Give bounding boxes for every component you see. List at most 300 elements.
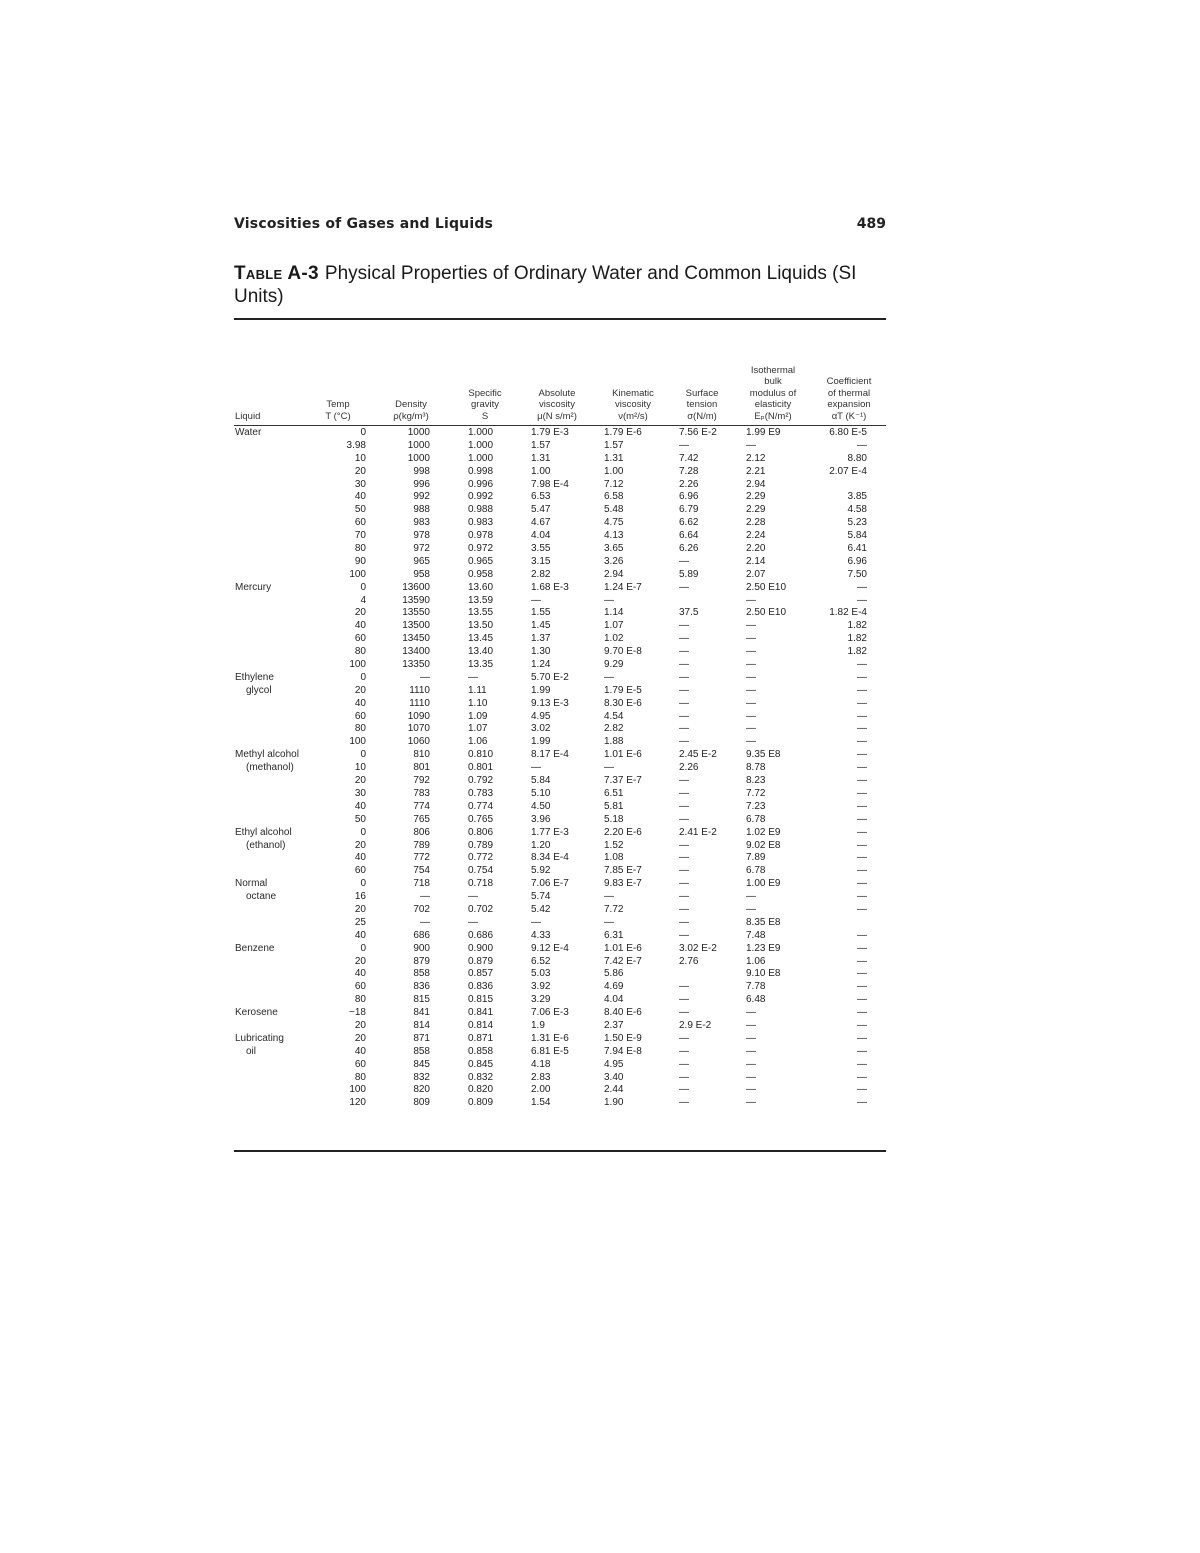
- absolute-viscosity-cell: 5.03: [531, 968, 551, 980]
- kinematic-viscosity-cell: 4.95: [604, 1058, 624, 1070]
- table-row: [234, 711, 886, 724]
- table-row: [234, 530, 886, 543]
- absolute-viscosity-cell: 1.99: [531, 736, 551, 748]
- bulk-modulus-cell: —: [746, 723, 756, 735]
- temp-cell: 60: [354, 981, 366, 993]
- page-header: [234, 216, 886, 238]
- header-line: Eₚ(N/m²): [754, 410, 792, 422]
- thermal-expansion-cell: —: [857, 891, 867, 903]
- surface-tension-cell: —: [679, 1097, 689, 1109]
- surface-tension-cell: 7.42: [679, 452, 699, 464]
- surface-tension-cell: —: [679, 929, 689, 941]
- density-cell: 702: [413, 903, 430, 915]
- density-cell: 783: [413, 787, 430, 799]
- absolute-viscosity-cell: 6.52: [531, 955, 551, 967]
- specific-gravity-cell: 0.845: [468, 1058, 494, 1070]
- liquid-cell: octane: [246, 891, 277, 903]
- specific-gravity-cell: 0.996: [468, 478, 494, 490]
- header-line: αT (K⁻¹): [831, 410, 867, 422]
- header-line: ρ(kg/m³): [393, 410, 429, 422]
- bulk-modulus-cell: 7.89: [746, 852, 766, 864]
- specific-gravity-cell: 1.11: [468, 684, 487, 696]
- bulk-modulus-cell: 2.07: [746, 568, 766, 580]
- bulk-modulus-cell: —: [746, 903, 756, 915]
- absolute-viscosity-cell: 4.95: [531, 710, 551, 722]
- table-row: [234, 440, 886, 453]
- surface-tension-cell: —: [679, 684, 689, 696]
- absolute-viscosity-cell: 3.15: [531, 555, 551, 567]
- absolute-viscosity-cell: 7.06 E-7: [531, 878, 569, 890]
- running-head: Viscosities of Gases and Liquids: [234, 216, 494, 232]
- header-line: T (°C): [325, 410, 351, 422]
- kinematic-viscosity-cell: 1.88: [604, 736, 624, 748]
- surface-tension-cell: 7.28: [679, 465, 699, 477]
- surface-tension-cell: 2.26: [679, 478, 699, 490]
- table-top-rule: [234, 318, 886, 320]
- kinematic-viscosity-cell: 7.12: [604, 478, 624, 490]
- temp-cell: 80: [354, 543, 366, 555]
- header-density: [376, 330, 446, 422]
- absolute-viscosity-cell: 9.13 E-3: [531, 697, 569, 709]
- thermal-expansion-cell: —: [857, 439, 867, 451]
- table-row: [234, 685, 886, 698]
- absolute-viscosity-cell: 1.20: [531, 839, 551, 851]
- surface-tension-cell: —: [679, 813, 689, 825]
- surface-tension-cell: 2.76: [679, 955, 699, 967]
- temp-cell: 20: [354, 607, 366, 619]
- bulk-modulus-cell: 2.50 E10: [746, 581, 787, 593]
- surface-tension-cell: 6.62: [679, 517, 699, 529]
- density-cell: 765: [413, 813, 430, 825]
- absolute-viscosity-cell: 1.54: [531, 1097, 551, 1109]
- thermal-expansion-cell: —: [857, 581, 867, 593]
- table-row: [234, 504, 886, 517]
- density-cell: 718: [413, 878, 430, 890]
- header-line: tension: [686, 399, 718, 410]
- kinematic-viscosity-cell: 3.40: [604, 1071, 624, 1083]
- bulk-modulus-cell: —: [746, 736, 756, 748]
- kinematic-viscosity-cell: 1.79 E-6: [604, 427, 642, 438]
- kinematic-viscosity-cell: 1.08: [604, 852, 624, 864]
- bulk-modulus-cell: 2.14: [746, 555, 766, 567]
- table-row: [234, 956, 886, 969]
- table-row: [234, 827, 886, 840]
- table-row: [234, 1097, 886, 1110]
- absolute-viscosity-cell: 7.98 E-4: [531, 478, 569, 490]
- absolute-viscosity-cell: 1.24: [531, 659, 551, 671]
- header-line: elasticity: [754, 399, 792, 410]
- bulk-modulus-cell: 7.72: [746, 787, 766, 799]
- density-cell: 858: [413, 1045, 430, 1057]
- table-row: [234, 891, 886, 904]
- density-cell: 972: [413, 543, 430, 555]
- specific-gravity-cell: 0.857: [468, 968, 494, 980]
- temp-cell: 60: [354, 633, 366, 645]
- surface-tension-cell: 7.56 E-2: [679, 427, 717, 438]
- header-kinematic-viscosity: [596, 330, 670, 422]
- temp-cell: 60: [354, 1058, 366, 1070]
- surface-tension-cell: 3.02 E-2: [679, 942, 717, 954]
- table-row: [234, 1007, 886, 1020]
- specific-gravity-cell: 1.06: [468, 736, 488, 748]
- density-cell: 754: [413, 865, 430, 877]
- temp-cell: 40: [354, 800, 366, 812]
- thermal-expansion-cell: —: [857, 903, 867, 915]
- bulk-modulus-cell: 1.23 E9: [746, 942, 781, 954]
- bulk-modulus-cell: —: [746, 1007, 756, 1019]
- surface-tension-cell: —: [679, 878, 689, 890]
- kinematic-viscosity-cell: 2.44: [604, 1084, 624, 1096]
- density-cell: 13450: [402, 633, 430, 645]
- density-cell: 996: [413, 478, 430, 490]
- specific-gravity-cell: —: [468, 891, 478, 903]
- temp-cell: 90: [354, 555, 366, 567]
- bulk-modulus-cell: —: [746, 646, 756, 658]
- thermal-expansion-cell: —: [857, 1045, 867, 1057]
- density-cell: 988: [413, 504, 430, 516]
- table-row: [234, 453, 886, 466]
- bulk-modulus-cell: 2.29: [746, 504, 766, 516]
- table-title: Physical Properties of Ordinary Water and Common Liquids (SI Units): [234, 263, 857, 307]
- thermal-expansion-cell: 8.80: [847, 452, 867, 464]
- temp-cell: −18: [349, 1007, 366, 1019]
- kinematic-viscosity-cell: 5.18: [604, 813, 624, 825]
- thermal-expansion-cell: 6.41: [847, 543, 867, 555]
- surface-tension-cell: —: [679, 994, 689, 1006]
- table-row: [234, 1046, 886, 1059]
- table-row: [234, 930, 886, 943]
- kinematic-viscosity-cell: 6.58: [604, 491, 624, 503]
- table-row: [234, 981, 886, 994]
- absolute-viscosity-cell: 3.55: [531, 543, 551, 555]
- thermal-expansion-cell: —: [857, 697, 867, 709]
- surface-tension-cell: 2.41 E-2: [679, 826, 717, 838]
- kinematic-viscosity-cell: 1.14: [604, 607, 624, 619]
- surface-tension-cell: 2.26: [679, 762, 699, 774]
- thermal-expansion-cell: —: [857, 594, 867, 606]
- absolute-viscosity-cell: 7.06 E-3: [531, 1007, 569, 1019]
- kinematic-viscosity-cell: 8.30 E-6: [604, 697, 642, 709]
- kinematic-viscosity-cell: 1.02: [604, 633, 624, 645]
- temp-cell: 40: [354, 1045, 366, 1057]
- table-row: [234, 698, 886, 711]
- table-row: [234, 1084, 886, 1097]
- temp-cell: 120: [349, 1097, 366, 1109]
- surface-tension-cell: —: [679, 1071, 689, 1083]
- kinematic-viscosity-cell: 1.07: [604, 620, 624, 632]
- density-cell: 814: [413, 1019, 430, 1031]
- table-row: [234, 852, 886, 865]
- table-row: [234, 1033, 886, 1046]
- absolute-viscosity-cell: 1.79 E-3: [531, 427, 569, 438]
- specific-gravity-cell: 0.958: [468, 568, 494, 580]
- absolute-viscosity-cell: 4.04: [531, 530, 551, 542]
- temp-cell: 100: [349, 736, 366, 748]
- temp-cell: 20: [354, 775, 366, 787]
- thermal-expansion-cell: 1.82: [847, 633, 867, 645]
- table-row: [234, 788, 886, 801]
- kinematic-viscosity-cell: —: [604, 594, 614, 606]
- specific-gravity-cell: 0.965: [468, 555, 494, 567]
- temp-cell: 60: [354, 865, 366, 877]
- kinematic-viscosity-cell: —: [604, 891, 614, 903]
- table-row: [234, 1020, 886, 1033]
- table-row: [234, 672, 886, 685]
- specific-gravity-cell: 0.814: [468, 1019, 494, 1031]
- temp-cell: 20: [354, 465, 366, 477]
- bulk-modulus-cell: 2.50 E10: [746, 607, 787, 619]
- thermal-expansion-cell: —: [857, 955, 867, 967]
- bulk-modulus-cell: —: [746, 697, 756, 709]
- density-cell: 801: [413, 762, 430, 774]
- bulk-modulus-cell: 2.29: [746, 491, 766, 503]
- temp-cell: 30: [354, 787, 366, 799]
- density-cell: 958: [413, 568, 430, 580]
- bulk-modulus-cell: 2.24: [746, 530, 766, 542]
- absolute-viscosity-cell: 5.10: [531, 787, 551, 799]
- bulk-modulus-cell: 8.78: [746, 762, 766, 774]
- specific-gravity-cell: 13.59: [468, 594, 494, 606]
- density-cell: 998: [413, 465, 430, 477]
- header-line: Coefficient: [826, 376, 872, 387]
- thermal-expansion-cell: —: [857, 994, 867, 1006]
- thermal-expansion-cell: —: [857, 710, 867, 722]
- temp-cell: 40: [354, 852, 366, 864]
- bulk-modulus-cell: 9.35 E8: [746, 749, 781, 761]
- header-line: S: [481, 410, 489, 422]
- temp-cell: 20: [354, 839, 366, 851]
- absolute-viscosity-cell: 1.77 E-3: [531, 826, 569, 838]
- density-cell: 983: [413, 517, 430, 529]
- density-cell: 13550: [402, 607, 430, 619]
- temp-cell: 40: [354, 929, 366, 941]
- temp-cell: 0: [360, 671, 366, 683]
- surface-tension-cell: 2.9 E-2: [679, 1019, 712, 1031]
- density-cell: 1000: [407, 427, 430, 438]
- specific-gravity-cell: 0.978: [468, 530, 494, 542]
- table-row: [234, 543, 886, 556]
- specific-gravity-cell: 0.858: [468, 1045, 494, 1057]
- liquid-cell: oil: [246, 1045, 257, 1057]
- thermal-expansion-cell: —: [857, 1084, 867, 1096]
- table-row: [234, 620, 886, 633]
- surface-tension-cell: —: [679, 723, 689, 735]
- specific-gravity-cell: 0.783: [468, 787, 494, 799]
- density-cell: 810: [413, 749, 430, 761]
- specific-gravity-cell: 0.806: [468, 826, 494, 838]
- absolute-viscosity-cell: 4.67: [531, 517, 551, 529]
- surface-tension-cell: —: [679, 1058, 689, 1070]
- specific-gravity-cell: 0.772: [468, 852, 494, 864]
- bulk-modulus-cell: —: [746, 1032, 756, 1044]
- surface-tension-cell: —: [679, 555, 689, 567]
- bulk-modulus-cell: 9.02 E8: [746, 839, 781, 851]
- specific-gravity-cell: 0.792: [468, 775, 494, 787]
- liquid-cell: Benzene: [235, 942, 275, 954]
- kinematic-viscosity-cell: 1.90: [604, 1097, 624, 1109]
- surface-tension-cell: —: [679, 710, 689, 722]
- absolute-viscosity-cell: 1.00: [531, 465, 551, 477]
- temp-cell: 100: [349, 568, 366, 580]
- density-cell: 1110: [409, 697, 430, 709]
- density-cell: 1070: [407, 723, 430, 735]
- absolute-viscosity-cell: 5.92: [531, 865, 551, 877]
- temp-cell: 30: [354, 478, 366, 490]
- density-cell: 965: [413, 555, 430, 567]
- thermal-expansion-cell: 7.50: [847, 568, 867, 580]
- thermal-expansion-cell: 1.82: [847, 620, 867, 632]
- header-line: μ(N s/m²): [537, 410, 577, 422]
- specific-gravity-cell: 0.972: [468, 543, 494, 555]
- table-row: [234, 1059, 886, 1072]
- bulk-modulus-cell: —: [746, 710, 756, 722]
- header-line: gravity: [471, 399, 499, 410]
- specific-gravity-cell: 1.10: [468, 697, 488, 709]
- liquid-cell: Kerosene: [235, 1007, 278, 1019]
- density-cell: 13400: [402, 646, 430, 658]
- surface-tension-cell: —: [679, 439, 689, 451]
- thermal-expansion-cell: —: [857, 1007, 867, 1019]
- temp-cell: 60: [354, 710, 366, 722]
- density-cell: —: [420, 891, 430, 903]
- kinematic-viscosity-cell: 7.72: [604, 903, 624, 915]
- specific-gravity-cell: 0.810: [468, 749, 494, 761]
- absolute-viscosity-cell: 1.37: [531, 633, 551, 645]
- bulk-modulus-cell: 7.78: [746, 981, 766, 993]
- bulk-modulus-cell: —: [746, 671, 756, 683]
- density-cell: 1060: [407, 736, 430, 748]
- table-row: [234, 466, 886, 479]
- specific-gravity-cell: 13.40: [468, 646, 494, 658]
- specific-gravity-cell: 0.809: [468, 1097, 494, 1109]
- table-row: [234, 904, 886, 917]
- kinematic-viscosity-cell: 9.83 E-7: [604, 878, 642, 890]
- specific-gravity-cell: 0.815: [468, 994, 494, 1006]
- table-row: [234, 917, 886, 930]
- bulk-modulus-cell: 2.21: [746, 465, 766, 477]
- kinematic-viscosity-cell: 4.54: [604, 710, 624, 722]
- kinematic-viscosity-cell: 2.82: [604, 723, 624, 735]
- specific-gravity-cell: 1.000: [468, 452, 494, 464]
- absolute-viscosity-cell: 1.31 E-6: [531, 1032, 569, 1044]
- bulk-modulus-cell: 1.00 E9: [746, 878, 781, 890]
- temp-cell: 100: [349, 659, 366, 671]
- surface-tension-cell: 5.89: [679, 568, 699, 580]
- absolute-viscosity-cell: 6.53: [531, 491, 551, 503]
- temp-cell: 20: [354, 955, 366, 967]
- absolute-viscosity-cell: 8.17 E-4: [531, 749, 569, 761]
- temp-cell: 50: [354, 813, 366, 825]
- kinematic-viscosity-cell: 5.48: [604, 504, 624, 516]
- specific-gravity-cell: 0.820: [468, 1084, 494, 1096]
- temp-cell: 40: [354, 491, 366, 503]
- table-row: [234, 427, 886, 440]
- kinematic-viscosity-cell: —: [604, 762, 614, 774]
- thermal-expansion-cell: —: [857, 981, 867, 993]
- table-body: [234, 427, 886, 1110]
- thermal-expansion-cell: —: [857, 813, 867, 825]
- temp-cell: 16: [354, 891, 366, 903]
- page-number: 489: [856, 216, 886, 232]
- kinematic-viscosity-cell: 3.26: [604, 555, 624, 567]
- absolute-viscosity-cell: 2.83: [531, 1071, 551, 1083]
- thermal-expansion-cell: —: [857, 865, 867, 877]
- temp-cell: 25: [354, 916, 366, 928]
- table-row: [234, 878, 886, 891]
- temp-cell: 20: [354, 684, 366, 696]
- density-cell: 13600: [402, 581, 430, 593]
- liquid-cell: Ethylene: [235, 671, 274, 683]
- surface-tension-cell: —: [679, 1032, 689, 1044]
- specific-gravity-cell: 0.983: [468, 517, 494, 529]
- header-line: bulk: [764, 376, 782, 387]
- specific-gravity-cell: 0.702: [468, 903, 494, 915]
- kinematic-viscosity-cell: 8.40 E-6: [604, 1007, 642, 1019]
- header-line: Density: [395, 399, 427, 410]
- bulk-modulus-cell: —: [746, 1097, 756, 1109]
- specific-gravity-cell: 0.836: [468, 981, 494, 993]
- bulk-modulus-cell: —: [746, 659, 756, 671]
- kinematic-viscosity-cell: 3.65: [604, 543, 624, 555]
- absolute-viscosity-cell: 1.45: [531, 620, 551, 632]
- thermal-expansion-cell: 5.84: [847, 530, 867, 542]
- temp-cell: 40: [354, 968, 366, 980]
- density-cell: 806: [413, 826, 430, 838]
- table-row: [234, 569, 886, 582]
- temp-cell: 80: [354, 994, 366, 1006]
- density-cell: 845: [413, 1058, 430, 1070]
- kinematic-viscosity-cell: 2.20 E-6: [604, 826, 642, 838]
- bulk-modulus-cell: —: [746, 633, 756, 645]
- thermal-expansion-cell: —: [857, 1097, 867, 1109]
- specific-gravity-cell: 0.765: [468, 813, 494, 825]
- density-cell: 809: [413, 1097, 430, 1109]
- surface-tension-cell: —: [679, 671, 689, 683]
- surface-tension-cell: —: [679, 620, 689, 632]
- absolute-viscosity-cell: 1.57: [531, 439, 551, 451]
- specific-gravity-cell: 0.900: [468, 942, 494, 954]
- table-row: [234, 762, 886, 775]
- table-row: [234, 968, 886, 981]
- specific-gravity-cell: 13.55: [468, 607, 494, 619]
- density-cell: —: [420, 671, 430, 683]
- absolute-viscosity-cell: 3.02: [531, 723, 551, 735]
- surface-tension-cell: —: [679, 697, 689, 709]
- density-cell: —: [420, 916, 430, 928]
- kinematic-viscosity-cell: 6.51: [604, 787, 624, 799]
- thermal-expansion-cell: —: [857, 749, 867, 761]
- bulk-modulus-cell: 7.48: [746, 929, 766, 941]
- surface-tension-cell: —: [679, 659, 689, 671]
- header-line: Surface: [685, 387, 719, 399]
- density-cell: 792: [413, 775, 430, 787]
- kinematic-viscosity-cell: 9.70 E-8: [604, 646, 642, 658]
- surface-tension-cell: —: [679, 633, 689, 645]
- kinematic-viscosity-cell: 4.13: [604, 530, 624, 542]
- thermal-expansion-cell: 3.85: [847, 491, 867, 503]
- density-cell: 841: [413, 1007, 430, 1019]
- density-cell: 1090: [407, 710, 430, 722]
- liquid-cell: Mercury: [235, 581, 272, 593]
- kinematic-viscosity-cell: 1.79 E-5: [604, 684, 642, 696]
- thermal-expansion-cell: 1.82: [847, 646, 867, 658]
- surface-tension-cell: —: [679, 981, 689, 993]
- temp-cell: 70: [354, 530, 366, 542]
- absolute-viscosity-cell: 1.68 E-3: [531, 581, 569, 593]
- surface-tension-cell: —: [679, 865, 689, 877]
- kinematic-viscosity-cell: 1.50 E-9: [604, 1032, 642, 1044]
- header-surface-tension: [670, 330, 734, 422]
